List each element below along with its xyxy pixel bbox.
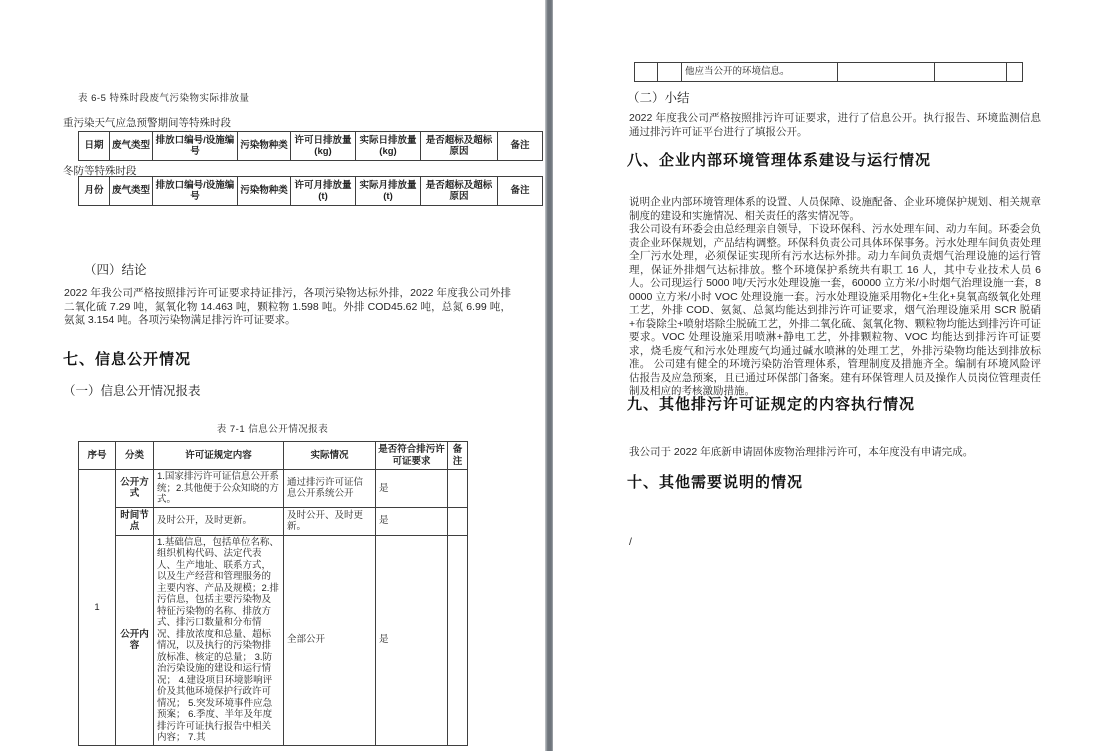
col-header: 排放口编号/设施编号 — [153, 132, 238, 161]
winter-period-label: 冬防等特殊时段 — [63, 165, 137, 177]
table-info-disclosure-continued — [634, 62, 1023, 82]
section-10-heading: 十、其他需要说明的情况 — [627, 474, 804, 491]
remark-cell — [448, 470, 468, 508]
comply-cell: 是 — [376, 507, 448, 535]
actual-cell: 全部公开 — [284, 535, 376, 745]
table-row — [635, 63, 1023, 82]
col-header: 实际日排放量(kg) — [356, 132, 421, 161]
table-header-row — [79, 442, 468, 470]
summary-heading: （二）小结 — [627, 91, 690, 105]
conclusion-paragraph: 2022 年我公司严格按照排污许可证要求持证排污，各项污染物达标外排，2022 年度我公司外排二氧化硫 7.29 吨，氮氧化物 14.463 吨，颗粒物 1.598 吨。外排 COD45.62 吨，总氮 6.99 吨，氨氮 3.154 吨。各项污染物满足排污许可证要求。 — [64, 287, 511, 326]
conclusion-heading: （四）结论 — [84, 263, 147, 277]
category-cell: 公开内容 — [116, 535, 154, 745]
col-header: 废气类型 — [110, 177, 153, 206]
remark-cell — [448, 535, 468, 745]
table-row — [79, 132, 543, 161]
col-header: 是否符合排污许可证要求 — [376, 442, 448, 470]
summary-paragraph: 2022 年度我公司严格按照排污许可证要求，进行了信息公开。执行报告、环境监测信息通过排污许可证平台进行了填报公开。 — [629, 112, 1041, 138]
category-cell: 时间节点 — [116, 507, 154, 535]
table-7-1-caption: 表 7-1 信息公开情况报表 — [216, 424, 329, 435]
col-header: 排放口编号/设施编号 — [153, 177, 238, 206]
section-7-heading: 七、信息公开情况 — [63, 351, 192, 368]
required-cell: 1.国家排污许可证信息公开系统；2.其他便于公众知晓的方式。 — [154, 470, 284, 508]
section-8-paragraph — [629, 196, 1041, 399]
section-8-paragraph-2: 我公司设有环委会由总经理亲自领导，下设环保科、污水处理车间、动力车间。环委会负责企业环保规划，产品结构调整。环保科负责公司具体环保事务。污水处理车间负责处理全厂污水处理，必须保证实现所有污水达标外排。动力车间负责烟气治理设施的运行管理，保证外排烟气达标排放。整个环境保护系统共有职工 16 人，其中专业技术人员 6 人。公司现运行 5000 吨/天污水处理设施一套，60000 立方米/小时烟气治理设施一套，80000 立方米/小时 VOC 处理设施一套。污水处理设施采用物化+生化+臭氧高级氧化处理工艺，外排 COD、氨氮、总氮均能达到排污许可证要求，烟气治理设施采用 SCR 脱硝+布袋除尘+喷射塔除尘脱硫工艺，外排二氧化硫、氮氧化物、颗粒物均能达到排污许可证要求。VOC 处理设施采用喷淋+静电工艺，外排颗粒物、VOC 均能达到排污许可证要求，烧毛废气和污水处理废气均通过碱水喷淋的处理工艺，外排污染物均能达到排放标准。 公司建有健全的环境污染防治管理体系，管理制度及措施齐全。编制有环境风险评估报告及应急预案，且已通过环保部门备案。建有环保管理人员及操作人员岗位管理责任制及相应的考核激励措施。 — [629, 223, 1041, 397]
remark-cell — [448, 507, 468, 535]
col-header: 是否超标及超标原因 — [421, 177, 498, 206]
section-9-paragraph: 我公司于 2022 年底新申请固体废物治理排污许可，本年度没有申请完成。 — [629, 446, 974, 458]
section-8-paragraph-1: 说明企业内部环境管理体系的设置、人员保障、设施配备、企业环境保护规划、相关规章制度的建设和实施情况、相关责任的落实情况等。 — [629, 196, 1041, 222]
col-header: 污染物种类 — [238, 177, 291, 206]
document-page-left — [0, 0, 546, 751]
actual-cell — [838, 63, 935, 82]
category-cell — [658, 63, 682, 82]
col-header: 日期 — [79, 132, 110, 161]
section-10-placeholder: / — [629, 536, 632, 548]
seq-cell: 1 — [79, 470, 116, 746]
col-header: 备注 — [448, 442, 468, 470]
remark-cell — [1007, 63, 1023, 82]
col-header: 实际月排放量(t) — [356, 177, 421, 206]
col-header: 分类 — [116, 442, 154, 470]
table-row — [79, 470, 468, 508]
actual-cell: 通过排污许可证信息公开系统公开 — [284, 470, 376, 508]
required-cell: 他应当公开的环境信息。 — [682, 63, 838, 82]
table-heavy-pollution-period — [78, 131, 543, 161]
col-header: 是否超标及超标原因 — [421, 132, 498, 161]
table-info-disclosure — [78, 441, 468, 746]
comply-cell: 是 — [376, 535, 448, 745]
category-cell: 公开方式 — [116, 470, 154, 508]
comply-cell: 是 — [376, 470, 448, 508]
table-row — [79, 507, 468, 535]
section-9-heading: 九、其他排污许可证规定的内容执行情况 — [627, 396, 916, 413]
col-header: 实际情况 — [284, 442, 376, 470]
comply-cell — [935, 63, 1007, 82]
col-header: 废气类型 — [110, 132, 153, 161]
section-7-subheading: （一）信息公开情况报表 — [63, 384, 201, 398]
document-page-right — [553, 0, 1100, 751]
table-winter-period — [78, 176, 543, 206]
table-row — [79, 535, 468, 745]
required-cell: 及时公开，及时更新。 — [154, 507, 284, 535]
col-header: 许可证规定内容 — [154, 442, 284, 470]
col-header: 许可日排放量(kg) — [291, 132, 356, 161]
col-header: 备注 — [498, 177, 543, 206]
col-header: 许可月排放量(t) — [291, 177, 356, 206]
col-header: 备注 — [498, 132, 543, 161]
actual-cell: 及时公开、及时更新。 — [284, 507, 376, 535]
section-8-heading: 八、企业内部环境管理体系建设与运行情况 — [627, 152, 932, 169]
required-cell: 1.基础信息，包括单位名称、组织机构代码、法定代表人、生产地址、联系方式，以及生产经营和管理服务的主要内容、产品及规模；2.排污信息，包括主要污染物及特征污染物的名称、排放方式、排污口数量和分布情况、排放浓度和总量、超标情况，以及执行的污染物排放标准、核定的总量； 3.防治污染设施的建设和运行情况； 4.建设项目环境影响评价及其他环境保护行政许可情况； 5.突发环境事件应急预案； 6.季度、半年及年度排污许可证执行报告中相关内容； 7.其 — [154, 535, 284, 745]
col-header: 序号 — [79, 442, 116, 470]
col-header: 月份 — [79, 177, 110, 206]
table-row — [79, 177, 543, 206]
col-header: 污染物种类 — [238, 132, 291, 161]
seq-cell — [635, 63, 658, 82]
table-6-5-caption: 表 6-5 特殊时段废气污染物实际排放量 — [78, 93, 250, 104]
heavy-pollution-period-label: 重污染天气应急预警期间等特殊时段 — [63, 117, 231, 129]
